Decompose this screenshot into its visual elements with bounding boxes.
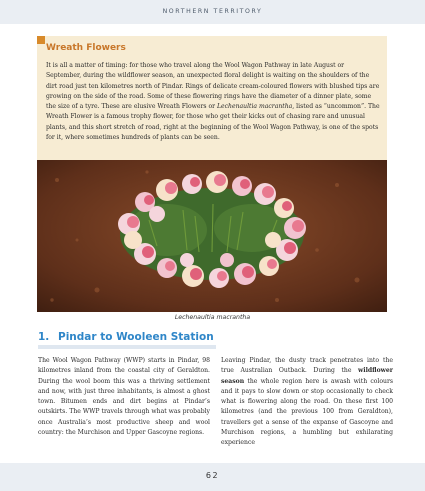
running-header: NORTHERN TERRITORY bbox=[162, 8, 263, 15]
body-column-right bbox=[221, 356, 393, 449]
photo-caption: Lechenaultia macrantha bbox=[174, 314, 251, 321]
panel-title: Wreath Flowers bbox=[46, 43, 126, 53]
panel-body-part-2: , listed as “uncommon”. The Wreath Flower is a famous trophy flower, for those who get their kicks out of chasing rare and unusual plants, and this short stretch of road, right at the beginning of the Wool Wagon Pathway, is one of the spots for it, where sometimes hundreds of plants can be seen. bbox=[46, 103, 380, 142]
right-col-part-2: the whole region here is awash with colours and it pays to slow down or stop occasionally to check what is flowering along the road. On these first 100 kilometres (and the previous 100 from Geraldton), travellers get a sense of the expanse of Gascoyne and Murchison regions, a humbling but exhilarating experience bbox=[221, 377, 393, 447]
section-underline bbox=[38, 345, 216, 349]
panel-body-part-1: It is all a matter of timing: for those who travel along the Wool Wagon Pathway in late August or September, during the wildflower season, an unexpected floral delight is waiting on the shoulders of the dirt road just ten kilometres north of Pindar. Rings of delicate cream-coloured flowers with blushed tips are growing on the side of the road. Some of these flowering rings have the diameter of a dinner plate, some the size of a tyre. These are elusive Wreath Flowers or bbox=[46, 62, 380, 111]
body-column-left: The Wool Wagon Pathway (WWP) starts in Pindar, 98 kilometres inland from the coastal city of Geraldton. During the wool boom this was a thriving settlement and now, with just three inhabitants, is almost a ghost town. Bitumen ends and dirt begins at Pindar’s outskirts. The WWP travels through what was probably once Australia’s most productive sheep and wool country: the Murchison and Upper Gascoyne regions. bbox=[38, 357, 210, 437]
panel-accent-square bbox=[37, 36, 45, 44]
right-col-part-1: Leaving Pindar, the dusty track penetrates into the true Australian Outback. During the bbox=[221, 357, 393, 375]
right-col-bold: wildflower season bbox=[221, 367, 393, 385]
section-number: 1. bbox=[38, 331, 50, 343]
section-heading: Pindar to Wooleen Station bbox=[58, 331, 214, 343]
page-number: 62 bbox=[205, 471, 220, 480]
panel-body-species: Lechenaultia macrantha bbox=[216, 103, 293, 111]
flower-illustration bbox=[37, 160, 387, 312]
panel-body bbox=[46, 61, 380, 143]
wreath-flower-photo bbox=[37, 160, 387, 312]
